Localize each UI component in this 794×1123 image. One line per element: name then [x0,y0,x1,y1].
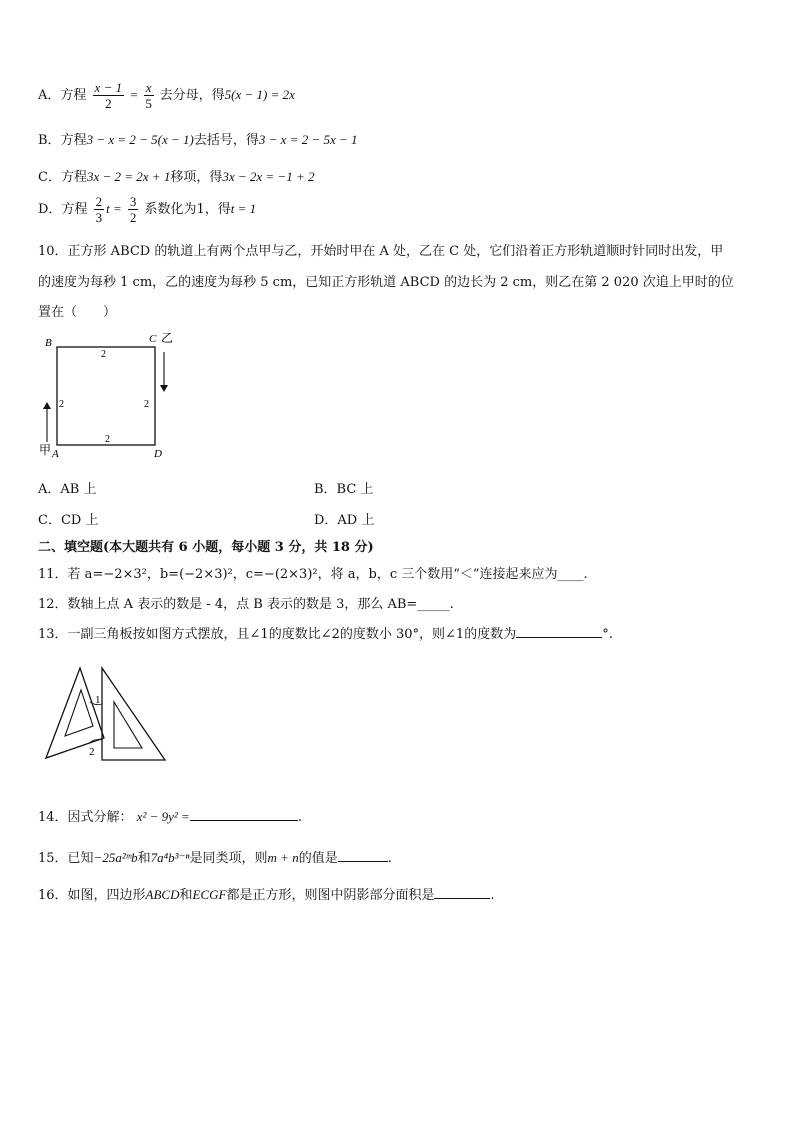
square-track [57,347,155,445]
q9-option-a: A．方程 $\frac{x - 1}{2}$ = $\frac{x}{5}$ 去分母，得5(x − 1) = 2x [38,80,295,111]
q9-option-c: C．方程3x − 2 = 2x + 1移项，得3x − 2x = −1 + 2 [38,169,315,185]
label-yi: 乙 [161,331,174,345]
q10-option-b: B．BC 上 [314,482,374,497]
triangle-rulers-figure [40,662,170,770]
q13: 13．一副三角板按如图方式摆放，且∠1的度数比∠2的度数小 30°，则∠1的度数为 °. [38,627,613,642]
q16: 16．如图，四边形ABCD和ECGF都是正方形，则图中阴影部分面积是 . [38,887,495,903]
q10-option-d: D．AD 上 [314,513,375,528]
label-jia: 甲 [39,443,52,457]
angle-1-label: 1 [95,694,101,706]
q15-answer-blank [338,861,388,862]
side-bottom: 2 [105,434,110,445]
q16-answer-blank [434,898,490,899]
label-d: D [154,448,162,460]
label-c: C [149,333,157,345]
q12: 12．数轴上点 A 表示的数是 - 4，点 B 表示的数是 3，那么 AB=_____. [38,597,454,612]
label-a: A [52,448,59,460]
ruler-triangle-right-inner [114,702,142,748]
q9-option-d: D．方程 $\frac{2}{3}$ t = $\frac{3}{2}$ 系数化为1，得t = 1 [38,194,257,225]
side-right: 2 [144,399,149,410]
side-top: 2 [101,349,106,360]
angle-2-label: 2 [89,746,95,758]
q9-option-b: B．方程3 − x = 2 − 5(x − 1)去括号，得3 − x = 2 − 5x − 1 [38,132,358,148]
q14: 14．因式分解： x² − 9y² = . [38,809,302,825]
label-b: B [45,337,52,349]
q11: 11．若 a=−2×3²，b=(−2×3)²，c=−(2×3)²，将 a，b，c 三个数用“＜”连接起来应为____. [38,567,588,582]
section-fill-in-title: 二、填空题(本大题共有 6 小题，每小题 3 分，共 18 分) [38,540,374,555]
q10-option-a: A．AB 上 [38,482,97,497]
q10-line3: 置在（ ） [38,305,117,320]
q10-line2: 的速度为每秒 1 cm，乙的速度为每秒 5 cm，已知正方形轨道 ABCD 的边长为 2 cm，则乙在第 2 020 次追上甲时的位 [38,275,734,290]
arrow-head-up [43,402,51,409]
q15: 15．已知−25a²ᵐb和7a⁴b³⁻ⁿ是同类项，则m + n的值是 . [38,850,392,866]
arrow-head-down [160,385,168,392]
ruler-triangle-left [46,668,104,758]
ruler-triangle-right [102,668,165,760]
q10-option-c: C．CD 上 [38,513,99,528]
q13-answer-blank [516,637,602,638]
side-left: 2 [59,399,64,410]
q10-line1: 10．正方形 ABCD 的轨道上有两个点甲与乙，开始时甲在 A 处，乙在 C 处，它们沿着正方形轨道顺时针同时出发，甲 [38,244,724,259]
square-track-figure [30,330,190,465]
q14-answer-blank [190,820,298,821]
